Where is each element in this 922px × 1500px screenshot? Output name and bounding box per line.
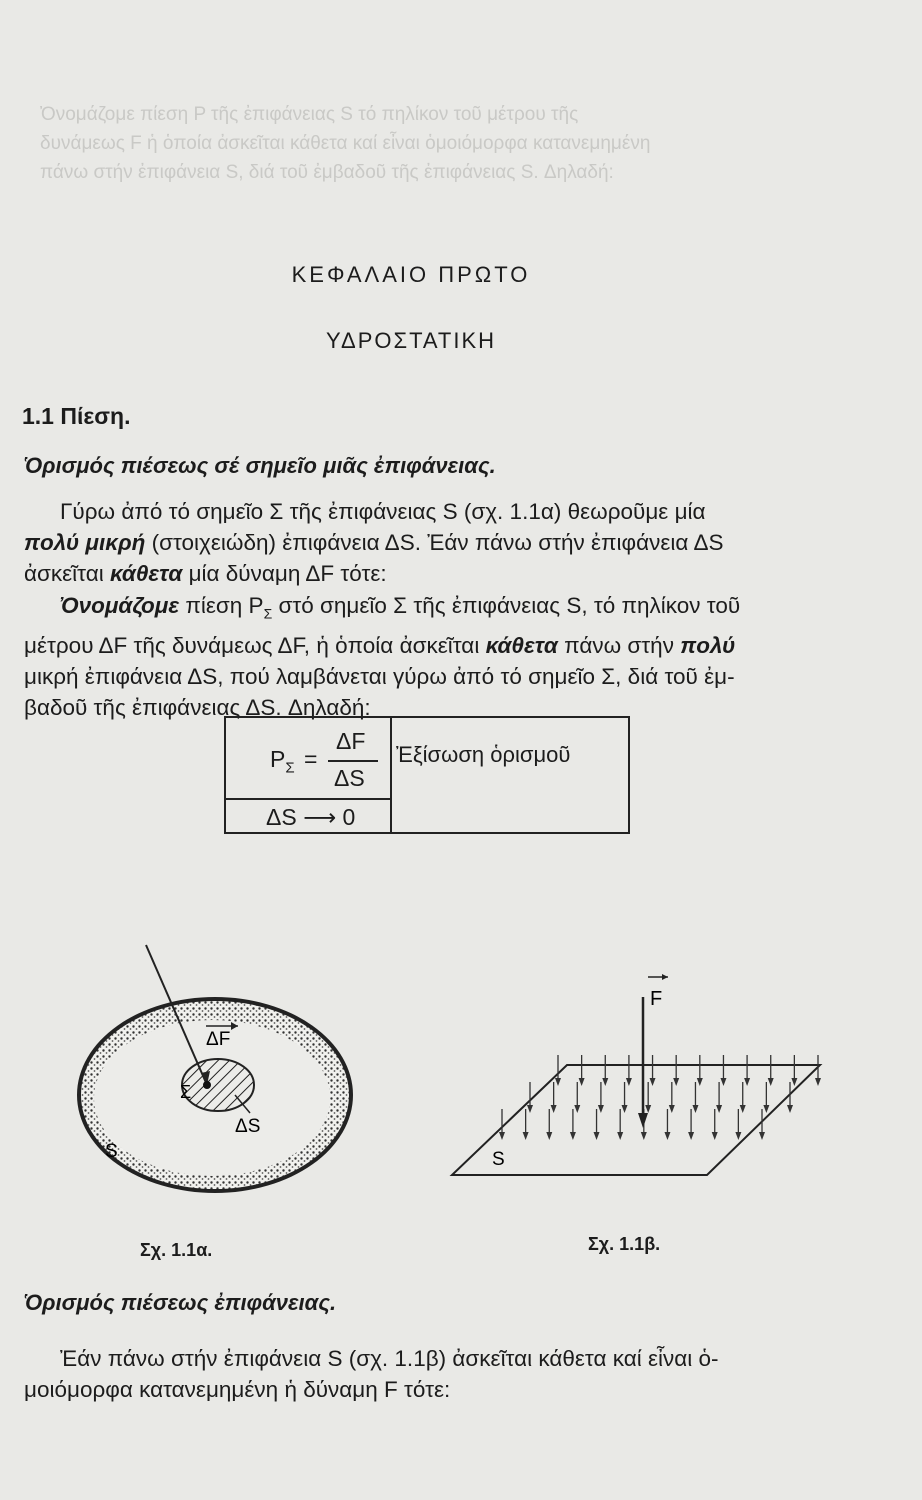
pressure-arrow-head bbox=[641, 1132, 647, 1140]
pressure-arrow-head bbox=[791, 1078, 797, 1086]
equation-lhs bbox=[270, 746, 295, 777]
pressure-arrow-head bbox=[759, 1132, 765, 1140]
figure-1-1a bbox=[60, 935, 380, 1210]
definition-heading-surface: Ὁρισμός πιέσεως ἐπιφάνειας. bbox=[24, 1290, 337, 1315]
pressure-arrow-head bbox=[594, 1132, 600, 1140]
subscript: Σ bbox=[263, 605, 273, 622]
pressure-arrows bbox=[499, 1055, 821, 1140]
figure-caption-a: Σχ. 1.1α. bbox=[140, 1240, 213, 1260]
section-title: 1.1 Πίεση. bbox=[22, 403, 131, 429]
pressure-arrow-head bbox=[673, 1078, 679, 1086]
pressure-arrow-head bbox=[664, 1132, 670, 1140]
total-force-arrowhead bbox=[638, 1113, 648, 1128]
pressure-arrow-head bbox=[763, 1105, 769, 1113]
surface-s-plane bbox=[452, 1065, 820, 1175]
emphasis-text: πολύ bbox=[680, 632, 736, 658]
label-s: S bbox=[492, 1149, 505, 1170]
pressure-arrow-head bbox=[499, 1132, 505, 1140]
pressure-arrow-head bbox=[617, 1132, 623, 1140]
figure-1-1b bbox=[440, 965, 830, 1190]
emphasis-text: πολύ μικρή bbox=[24, 530, 146, 555]
pressure-arrow-head bbox=[740, 1105, 746, 1113]
pressure-arrow-head bbox=[787, 1105, 793, 1113]
equation-equals: = bbox=[304, 746, 318, 772]
element-ds-area bbox=[182, 1059, 254, 1111]
pressure-arrow-head bbox=[546, 1132, 552, 1140]
pressure-arrow-head bbox=[570, 1132, 576, 1140]
paragraph-surface bbox=[24, 1343, 824, 1405]
label-delta-f: ΔF bbox=[206, 1029, 231, 1050]
pressure-arrow-head bbox=[720, 1078, 726, 1086]
pressure-arrow-head bbox=[815, 1078, 821, 1086]
show-through-line: πάνω στήν ἐπιφάνεια S, διά τοῦ ἐμβαδοῦ τῆς ἐπιφάνειας S. Δηλαδή: bbox=[40, 162, 614, 183]
definition-equation-box bbox=[224, 716, 630, 834]
equation-denominator: ΔS bbox=[334, 765, 365, 791]
text-span: ἀσκεῖται bbox=[24, 561, 111, 586]
paragraph-intro bbox=[24, 496, 824, 589]
emphasis-text: Ὀνομάζομε bbox=[60, 593, 180, 618]
pressure-arrow-head bbox=[574, 1105, 580, 1113]
pressure-arrow-head bbox=[579, 1078, 585, 1086]
pressure-arrow-head bbox=[602, 1078, 608, 1086]
pressure-arrow-head bbox=[527, 1105, 533, 1113]
text-span: στό σημεῖο Σ τῆς ἐπιφάνειας S, τό πηλίκον τοῦ bbox=[272, 593, 741, 618]
chapter-heading: ΚΕΦΑΛΑΙΟ ΠΡΩΤΟ bbox=[291, 262, 531, 287]
pressure-arrow-head bbox=[716, 1105, 722, 1113]
text-span: μοιόμορφα κατανεμημένη ἡ δύναμη F τότε: bbox=[24, 1377, 451, 1402]
pressure-arrow-head bbox=[735, 1132, 741, 1140]
label-f: F bbox=[650, 988, 663, 1010]
pressure-arrow-head bbox=[744, 1078, 750, 1086]
equation-limit: ΔS ⟶ 0 bbox=[266, 804, 356, 830]
label-s: S bbox=[105, 1141, 118, 1162]
show-through-line: δυνάμεως F ἡ ὁποία ἀσκεῖται κάθετα καί εἶναι ὁμοιόμορφα κατανεμημένη bbox=[40, 133, 651, 154]
text-span: Γύρω ἀπό τό σημεῖο Σ τῆς ἐπιφάνειας S (σχ. 1.1α) θεωροῦμε μία bbox=[60, 499, 706, 524]
text-span: πίεση P bbox=[179, 593, 264, 618]
emphasis-text: κάθετα bbox=[485, 632, 558, 658]
text-span: (στοιχειώδη) ἐπιφάνεια ΔS. Ἐάν πάνω στήν ἐπιφάνεια ΔS bbox=[145, 530, 724, 555]
equation-label: Ἐξίσωση ὁρισμοῦ bbox=[396, 742, 571, 767]
equation-symbol: P bbox=[270, 746, 286, 772]
pressure-arrow-head bbox=[626, 1078, 632, 1086]
equation-divider bbox=[390, 718, 392, 834]
pressure-arrow-head bbox=[768, 1078, 774, 1086]
pressure-arrow-head bbox=[555, 1078, 561, 1086]
text-span: βαδοῦ τῆς ἐπιφάνειας ΔS. Δηλαδή: bbox=[24, 694, 371, 720]
vector-arrowhead bbox=[662, 974, 668, 980]
fraction-bar bbox=[328, 760, 378, 762]
equation-divider bbox=[226, 798, 390, 800]
figure-caption-b: Σχ. 1.1β. bbox=[588, 1234, 661, 1254]
pressure-arrow-head bbox=[712, 1132, 718, 1140]
pressure-arrow-head bbox=[551, 1105, 557, 1113]
pressure-arrow-head bbox=[692, 1105, 698, 1113]
text-span: μέτρου ΔF τῆς δυνάμεως ΔF, ἡ ὁποία ἀσκεῖται bbox=[24, 632, 486, 658]
emphasis-text: κάθετα bbox=[110, 561, 183, 586]
pressure-arrow-head bbox=[645, 1105, 651, 1113]
pressure-arrow-head bbox=[669, 1105, 675, 1113]
text-span: μία δύναμη ΔF τότε: bbox=[182, 561, 387, 586]
definition-heading-point: Ὁρισμός πιέσεως σέ σημεῖο μιᾶς ἐπιφάνειας. bbox=[24, 453, 496, 478]
show-through-text bbox=[40, 100, 880, 187]
pressure-arrow-head bbox=[622, 1105, 628, 1113]
show-through-line: Ὀνομάζομε πίεση P τῆς ἐπιφάνειας S τό πηλίκον τοῦ μέτρου τῆς bbox=[40, 104, 579, 125]
paragraph-definition bbox=[24, 590, 824, 723]
equation-subscript: Σ bbox=[285, 759, 295, 777]
text-span: πάνω στήν bbox=[557, 632, 681, 658]
pressure-arrow-head bbox=[523, 1132, 529, 1140]
text-span: Ἐάν πάνω στήν ἐπιφάνεια S (σχ. 1.1β) ἀσκεῖται κάθετα καί εἶναι ὁ- bbox=[60, 1346, 719, 1371]
label-sigma: Σ bbox=[180, 1082, 192, 1102]
pressure-arrow-head bbox=[697, 1078, 703, 1086]
label-delta-s: ΔS bbox=[235, 1116, 261, 1137]
pressure-arrow-head bbox=[688, 1132, 694, 1140]
point-sigma bbox=[203, 1081, 211, 1089]
pressure-arrow-head bbox=[650, 1078, 656, 1086]
subject-heading: ΥΔΡΟΣΤΑΤΙΚΗ bbox=[325, 328, 497, 353]
text-span: μικρή ἐπιφάνεια ΔS, πού λαμβάνεται γύρω ἀπό τό σημεῖο Σ, διά τοῦ ἐμ- bbox=[24, 663, 735, 689]
equation-numerator: ΔF bbox=[336, 728, 366, 754]
pressure-arrow-head bbox=[598, 1105, 604, 1113]
